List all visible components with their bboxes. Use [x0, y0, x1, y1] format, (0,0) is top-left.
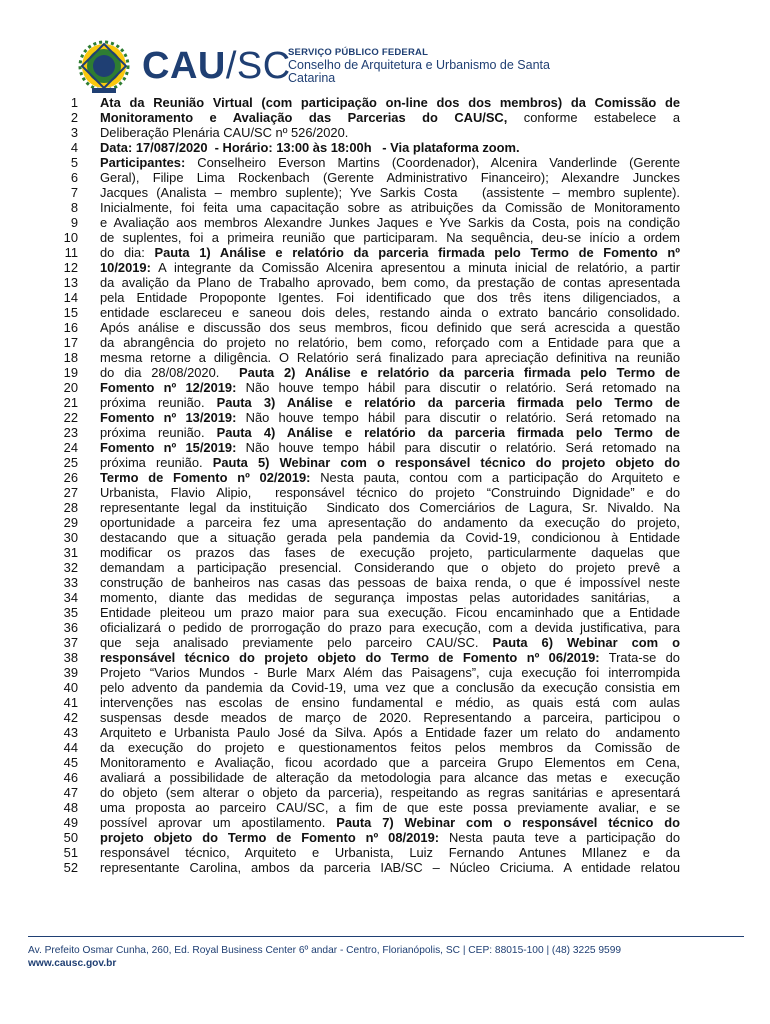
line-text: [100, 575, 680, 590]
regular-text: pela Entidade Propoponte Igentes. Foi identificado que dos três itens diligenciados, a: [100, 290, 680, 305]
regular-text: uma proposta ao parceiro CAU/SC, a fim de que este possa previamente avaliar, e se: [100, 800, 680, 815]
document-line: [0, 95, 770, 110]
regular-text: do objeto (sem alterar o objeto da parceria), respeitando as regras sanitárias e apresentará: [100, 785, 680, 800]
line-number: 33: [63, 575, 78, 590]
line-number: 32: [63, 560, 78, 575]
document-line: [0, 215, 770, 230]
regular-text: do dia 28/08/2020.: [100, 365, 240, 380]
line-text: [100, 560, 680, 575]
document-line: [0, 245, 770, 260]
line-text: [100, 170, 680, 185]
document-line: [0, 680, 770, 695]
regular-text: momento, diante das medidas de segurança impostas pelas autoridades sanitárias, a: [100, 590, 680, 605]
document-line: [0, 785, 770, 800]
line-number: 39: [63, 665, 78, 680]
regular-text: conforme estabelece a: [507, 110, 680, 125]
document-line: [0, 230, 770, 245]
line-number: 38: [63, 650, 78, 665]
regular-text: representante Carolina, ambos da parceria IAB/SC – Núcleo Criciuma. A entidade relatou: [100, 860, 680, 875]
document-line: [0, 170, 770, 185]
document-line: [0, 845, 770, 860]
line-number: 26: [63, 470, 78, 485]
minutes-body: [0, 95, 770, 875]
bold-text: Termo de Fomento nº 02/2019:: [100, 470, 311, 485]
regular-text: Monitoramento e Avaliação, ficou acordado que a parceira Grupo Elementos em Cena,: [100, 755, 680, 770]
regular-text: avaliará a possibilidade de alteração da metodologia para alcance das metas e execução: [100, 770, 680, 785]
line-number: 45: [63, 755, 78, 770]
brand-state: SC: [236, 45, 291, 87]
line-number: 20: [63, 380, 78, 395]
document-line: [0, 860, 770, 875]
regular-text: Geral), Filipe Lima Rockenbach (Gerente Administrativo Financeiro); Alexandre Junckes: [100, 170, 680, 185]
regular-text: Jacques (Analista – membro suplente); Yve Sarkis Costa (assistente – membro suplente).: [100, 185, 680, 200]
regular-text: Não houve tempo hábil para discutir o relatório. Será retomado na: [236, 380, 680, 395]
document-line: [0, 815, 770, 830]
line-number: 51: [63, 845, 78, 860]
council-label: Conselho de Arquitetura e Urbanismo de Santa Catarina: [288, 58, 550, 85]
line-number: 14: [63, 290, 78, 305]
line-text: [100, 800, 680, 815]
document-line: [0, 485, 770, 500]
bold-text: Monitoramento e Avaliação das Parcerias do CAU/SC,: [100, 110, 508, 125]
bold-text: Pauta 7) Webinar com o responsável técnico do: [336, 815, 680, 830]
line-text: [100, 440, 680, 455]
regular-text: pelo advento da pandemia da Covid-19, uma vez que a conclusão da execução consistia em: [100, 680, 680, 695]
service-label: SERVIÇO PÚBLICO FEDERAL: [288, 47, 429, 58]
document-line: [0, 365, 770, 380]
bold-text: Pauta 3) Análise e relatório da parceria firmada pelo Termo de: [216, 395, 680, 410]
bold-text: Ata da Reunião Virtual (com participação on-line dos dos membros) da Comissão de: [100, 95, 680, 110]
regular-text: que seja analisado previamente pelo parceiro CAU/SC.: [100, 635, 493, 650]
line-number: 13: [63, 275, 78, 290]
line-text: [100, 620, 680, 635]
line-number: 31: [63, 545, 78, 560]
bold-text: projeto objeto do Termo de Fomento nº 08/2019:: [100, 830, 440, 845]
line-number: 43: [63, 725, 78, 740]
line-text: [100, 815, 680, 830]
line-number: 8: [70, 200, 78, 215]
line-text: [100, 860, 680, 875]
document-line: [0, 305, 770, 320]
document-line: [0, 410, 770, 425]
brand-main: CAU: [142, 45, 226, 87]
regular-text: Inicialmente, foi feita uma capacitação sobre as atribuições da Comissão de Monitoramento: [100, 200, 680, 215]
document-line: [0, 590, 770, 605]
document-line: [0, 290, 770, 305]
regular-text: da avalição da Plano de Trabalho aprovado, bem como, da prestação de contas apresentada: [100, 275, 680, 290]
line-text: [100, 785, 680, 800]
bold-text: Fomento nº 13/2019:: [100, 410, 237, 425]
cau-sc-logo: [142, 38, 291, 94]
line-number: 12: [63, 260, 78, 275]
regular-text: Nesta pauta, contou com a participação do Arquiteto e: [310, 470, 680, 485]
line-number: 48: [63, 800, 78, 815]
line-number: 23: [63, 425, 78, 440]
line-text: [100, 455, 680, 470]
regular-text: oficializará o pedido de prorrogação do prazo para execução, com a devida justificativa, para: [100, 620, 680, 635]
line-number: 6: [70, 170, 78, 185]
line-text: [100, 725, 680, 740]
document-line: [0, 605, 770, 620]
line-number: 46: [63, 770, 78, 785]
line-text: [100, 845, 680, 860]
line-number: 36: [63, 620, 78, 635]
line-number: 28: [63, 500, 78, 515]
line-text: [100, 305, 680, 320]
line-text: [100, 755, 680, 770]
document-line: [0, 710, 770, 725]
regular-text: Não houve tempo hábil para discutir o relatório. Será retomado na: [236, 410, 680, 425]
document-line: [0, 140, 770, 155]
organization-name: [288, 46, 576, 85]
regular-text: próxima reunião.: [100, 425, 217, 440]
line-number: 25: [63, 455, 78, 470]
line-text: [100, 425, 680, 440]
document-line: [0, 440, 770, 455]
line-number: 47: [63, 785, 78, 800]
line-number: 40: [63, 680, 78, 695]
line-number: 44: [63, 740, 78, 755]
line-text: [100, 605, 680, 620]
regular-text: intervenções nas escolas de ensino fundamental e médio, as quais está com aulas: [100, 695, 680, 710]
line-number: 34: [63, 590, 78, 605]
line-text: [100, 710, 680, 725]
regular-text: responsável técnico, Arquiteto e Urbanista, Luiz Fernando Antunes MIlanez e da: [100, 845, 680, 860]
regular-text: Trata-se do: [599, 650, 680, 665]
document-header: [76, 36, 576, 98]
line-text: [100, 245, 680, 260]
line-text: [100, 695, 680, 710]
regular-text: Após análise e discussão dos seus membros, ficou definido que será acrescida a questão: [100, 320, 680, 335]
document-line: [0, 335, 770, 350]
line-number: 3: [70, 125, 78, 140]
line-number: 21: [63, 395, 78, 410]
line-text: [100, 665, 680, 680]
line-number: 42: [63, 710, 78, 725]
line-number: 10: [63, 230, 78, 245]
line-text: [100, 125, 680, 140]
document-line: [0, 425, 770, 440]
line-text: [100, 590, 680, 605]
line-number: 2: [70, 110, 78, 125]
bold-text: 10/2019:: [100, 260, 151, 275]
regular-text: do dia:: [100, 245, 155, 260]
line-text: [100, 830, 680, 845]
regular-text: possível aprovar um apostilamento.: [100, 815, 337, 830]
line-text: [100, 530, 680, 545]
line-number: 7: [70, 185, 78, 200]
document-line: [0, 125, 770, 140]
line-text: [100, 200, 680, 215]
line-text: [100, 320, 680, 335]
line-text: [100, 95, 680, 110]
regular-text: demandam a participação presencial. Considerando que o objeto do projeto prevê a: [100, 560, 680, 575]
regular-text: Nesta pauta teve a participação do: [439, 830, 680, 845]
document-line: [0, 770, 770, 785]
line-number: 19: [63, 365, 78, 380]
line-text: [100, 185, 680, 200]
line-text: [100, 260, 680, 275]
document-line: [0, 635, 770, 650]
regular-text: da execução do projeto e questionamentos feitos pelos membros da Comissão de: [100, 740, 680, 755]
line-text: [100, 365, 680, 380]
document-line: [0, 620, 770, 635]
line-number: 30: [63, 530, 78, 545]
line-number: 11: [64, 245, 78, 260]
regular-text: de suplentes, foi a primeira reunião que participaram. Na sequência, deu-se início a ordem: [100, 230, 680, 245]
line-number: 17: [63, 335, 78, 350]
document-line: [0, 500, 770, 515]
document-line: [0, 560, 770, 575]
document-line: [0, 380, 770, 395]
document-line: [0, 350, 770, 365]
line-number: 4: [70, 140, 78, 155]
document-line: [0, 725, 770, 740]
line-number: 29: [63, 515, 78, 530]
regular-text: Projeto “Varios Mundos - Burle Marx Além das Paisagens”, cuja execução foi interrompida: [100, 665, 680, 680]
line-number: 15: [63, 305, 78, 320]
document-line: [0, 275, 770, 290]
document-line: [0, 320, 770, 335]
regular-text: oportunidade a parceira fez uma apresentação do andamento da execução do projeto,: [100, 515, 680, 530]
document-line: [0, 545, 770, 560]
line-text: [100, 545, 680, 560]
line-text: [100, 680, 680, 695]
line-number: 16: [63, 320, 78, 335]
line-text: [100, 470, 680, 485]
footer-divider: [28, 936, 744, 937]
line-number: 52: [63, 860, 78, 875]
line-number: 9: [70, 215, 78, 230]
line-text: [100, 275, 680, 290]
line-text: [100, 410, 680, 425]
regular-text: próxima reunião.: [100, 455, 213, 470]
regular-text: Conselheiro Everson Martins (Coordenador), Alcenira Vanderlinde (Gerente: [185, 155, 680, 170]
regular-text: Deliberação Plenária CAU/SC nº 526/2020.: [100, 125, 349, 140]
regular-text: destacando que a situação gerada pela pandemia da Covid-19, condicionou à Entidade: [100, 530, 680, 545]
line-text: [100, 155, 680, 170]
line-number: 37: [63, 635, 78, 650]
bold-text: Fomento nº 12/2019:: [100, 380, 237, 395]
bold-text: Pauta 4) Análise e relatório da parceria firmada pelo Termo de: [216, 425, 680, 440]
regular-text: e Avaliação aos membros Alexandre Junkes Jaques e Yve Sarkis da Costa, pois na condição: [100, 215, 680, 230]
line-text: [100, 650, 680, 665]
footer-website: www.causc.gov.br: [28, 958, 117, 969]
bold-text: Data: 17/087/2020 - Horário: 13:00 às 18:00h - Via plataforma zoom.: [100, 140, 520, 155]
line-number: 18: [63, 350, 78, 365]
line-text: [100, 485, 680, 500]
bold-text: Participantes:: [100, 155, 186, 170]
regular-text: mesma retorne a diligência. O Relatório será finalizado para apreciação definitiva na reunião: [100, 350, 680, 365]
line-text: [100, 140, 680, 155]
document-line: [0, 200, 770, 215]
line-text: [100, 515, 680, 530]
line-text: [100, 770, 680, 785]
line-text: [100, 335, 680, 350]
regular-text: modificar os prazos das fases de execução projeto, particularmente daquelas que: [100, 545, 680, 560]
document-line: [0, 575, 770, 590]
document-line: [0, 110, 770, 125]
document-line: [0, 755, 770, 770]
regular-text: suspensas desde meados de março de 2020. Representando a parceira, participou o: [100, 710, 680, 725]
line-number: 22: [63, 410, 78, 425]
line-number: 49: [63, 815, 78, 830]
line-number: 27: [63, 485, 78, 500]
regular-text: Urbanista, Flavio Alipio, responsável técnico do projeto “Construindo Dignidade” e do: [100, 485, 680, 500]
line-number: 41: [63, 695, 78, 710]
document-line: [0, 260, 770, 275]
line-number: 1: [70, 95, 78, 110]
regular-text: A integrante da Comissão Alcenira apresentou a minuta inicial de relatório, a partir: [150, 260, 680, 275]
document-line: [0, 470, 770, 485]
document-line: [0, 530, 770, 545]
document-line: [0, 155, 770, 170]
line-text: [100, 215, 680, 230]
document-line: [0, 665, 770, 680]
bold-text: Pauta 5) Webinar com o responsável técnico do projeto objeto do: [212, 455, 680, 470]
brasil-seal-icon: [76, 38, 132, 96]
brand-slash: /: [225, 45, 237, 87]
line-text: [100, 740, 680, 755]
footer-address: Av. Prefeito Osmar Cunha, 260, Ed. Royal Business Center 6º andar - Centro, Florianópolis, SC | CEP: 88015-100 | (48) 3225 9599: [28, 945, 622, 956]
line-text: [100, 635, 680, 650]
line-text: [100, 230, 680, 245]
regular-text: Arquiteto e Urbanista Paulo José da Silva. Após a Entidade fazer um relato do andamento: [100, 725, 680, 740]
document-line: [0, 830, 770, 845]
bold-text: Pauta 1) Análise e relatório da parceria firmada pelo Termo de Fomento nº: [154, 245, 680, 260]
bold-text: Pauta 2) Análise e relatório da parceria firmada pelo Termo de: [239, 365, 680, 380]
bold-text: Fomento nº 15/2019:: [100, 440, 237, 455]
line-number: 24: [63, 440, 78, 455]
document-line: [0, 515, 770, 530]
regular-text: construção de banheiros nas casas das pessoas de baixa renda, o que é impossível neste: [100, 575, 680, 590]
line-text: [100, 290, 680, 305]
document-line: [0, 800, 770, 815]
document-footer: [28, 944, 621, 970]
document-line: [0, 650, 770, 665]
line-number: 50: [63, 830, 78, 845]
line-text: [100, 350, 680, 365]
regular-text: da abrangência do projeto no relatório, bem como, reforçado com a Entidade para que a: [100, 335, 680, 350]
document-line: [0, 740, 770, 755]
regular-text: Não houve tempo hábil para discutir o relatório. Será retomado na: [236, 440, 680, 455]
line-text: [100, 110, 680, 125]
document-line: [0, 455, 770, 470]
regular-text: Entidade pleiteou um prazo maior para sua execução. Ficou encaminhado que a Entidade: [100, 605, 680, 620]
bold-text: responsável técnico do projeto objeto do Termo de Fomento nº 06/2019:: [100, 650, 600, 665]
document-line: [0, 695, 770, 710]
line-number: 35: [63, 605, 78, 620]
line-text: [100, 395, 680, 410]
regular-text: próxima reunião.: [100, 395, 217, 410]
regular-text: representante legal da instituição Sindicato dos Comerciários de Lagura, Sr. Nivaldo. Na: [100, 500, 680, 515]
line-text: [100, 380, 680, 395]
bold-text: Pauta 6) Webinar com o: [492, 635, 680, 650]
document-line: [0, 185, 770, 200]
regular-text: entidade esclareceu e saneou dois deles, restando ainda o extrato bancário consolidado.: [100, 305, 680, 320]
document-line: [0, 395, 770, 410]
line-number: 5: [70, 155, 78, 170]
line-text: [100, 500, 680, 515]
